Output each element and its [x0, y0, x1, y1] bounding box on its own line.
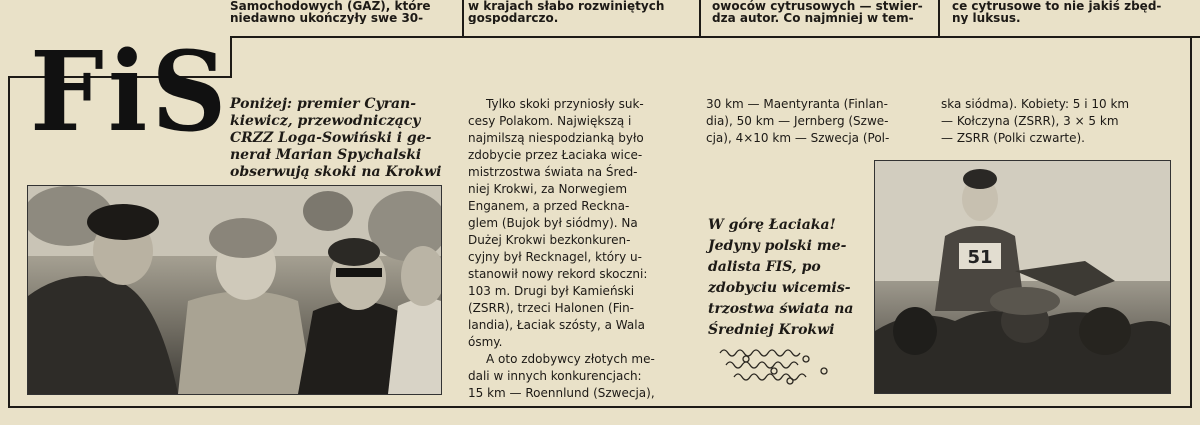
article-line: cyjny był Recknagel, który u- [468, 250, 642, 264]
strip-bottom-rule [230, 36, 1200, 38]
article-line: glem (Bujok był siódmy). Na [468, 216, 638, 230]
frame-right-rule [1190, 36, 1192, 408]
strip-column-2 [468, 0, 688, 24]
article-line: (ZSRR), trzeci Halonen (Fin- [468, 301, 635, 315]
column-divider [699, 0, 701, 36]
article-line: cesy Polakom. Największą i [468, 114, 632, 128]
caption-line: kiewicz, przewodniczący [230, 113, 421, 129]
article-line: dali w innych konkurencjach: [468, 369, 642, 383]
article-line: mistrzostwa świata na Śred- [468, 165, 638, 179]
caption-line: nerał Marian Spychalski [230, 147, 422, 163]
strip-line: w krajach słabo rozwiniętych [468, 0, 665, 13]
photo-skier-illustration [875, 161, 1170, 393]
bib-number: 51 [967, 247, 993, 268]
article-line: A oto zdobywcy złotych me- [486, 352, 655, 366]
article-line: landia), Łaciak szósty, a Wala [468, 318, 645, 332]
strip-line: gospodarczo. [468, 11, 559, 24]
caption-line: W górę Łaciaka! [708, 217, 836, 233]
article-title: FiS [30, 26, 231, 157]
article-line: 103 m. Drugi był Kamieński [468, 284, 635, 298]
article-line: — ZSRR (Polki czwarte). [941, 131, 1085, 145]
article-line: cja), 4×10 km — Szwecja (Pol- [706, 131, 890, 145]
frame-bottom-rule [8, 406, 1192, 408]
article-line: stanowił nowy rekord skoczni: [468, 267, 648, 281]
caption-line: Średniej Krokwi [708, 322, 835, 338]
photo-officials [27, 185, 442, 395]
strip-line: ce cytrusowe to nie jakiś zbęd- [952, 0, 1162, 13]
article-line: ska siódma). Kobiety: 5 i 10 km [941, 97, 1130, 111]
article-line: zdobycie przez Łaciaka wice- [468, 148, 643, 162]
article-column-1 [468, 96, 655, 402]
column-divider [938, 0, 940, 38]
article-line: 15 km — Roennlund (Szwecja), [468, 386, 655, 400]
article-line: — Kołczyna (ZSRR), 3 × 5 km [941, 114, 1119, 128]
strip-line: dza autor. Co najmniej w tem- [712, 11, 914, 24]
previous-article-strip [230, 0, 1200, 36]
caption-line: CRZZ Loga-Sowiński i ge- [230, 130, 432, 146]
strip-line: niedawno ukończyły swe 30- [230, 11, 424, 24]
strip-line: owoców cytrusowych — stwier- [712, 0, 923, 13]
photo-caption-right [708, 215, 853, 341]
strip-line: ny luksus. [952, 11, 1021, 24]
article-column-2 [706, 96, 889, 147]
caption-line: dalista FIS, po [708, 259, 821, 275]
caption-line: Poniżej: premier Cyran- [230, 96, 417, 112]
article-line: niej Krokwi, za Norwegiem [468, 182, 628, 196]
strip-column-4 [952, 0, 1182, 24]
caption-line: trzostwa świata na [708, 301, 854, 317]
article-line: dia), 50 km — Jernberg (Szwe- [706, 114, 889, 128]
caption-line: zdobyciu wicemis- [708, 280, 851, 296]
strip-line: Samochodowych (GAZ), które [230, 0, 431, 13]
frame-left-rule [8, 76, 10, 408]
caption-line: Jedyny polski me- [708, 238, 847, 254]
photo-skier-celebration [874, 160, 1171, 394]
photo-officials-illustration [28, 186, 441, 394]
photo-caption-left [230, 96, 441, 181]
article-line: 30 km — Maentyranta (Finlan- [706, 97, 888, 111]
squiggle-icon [716, 345, 840, 387]
article-line: Dużej Krokwi bezkonkuren- [468, 233, 631, 247]
article-line: Enganem, a przed Reckna- [468, 199, 630, 213]
caption-line: obserwują skoki na Krokwi [230, 164, 442, 180]
article-line: Tylko skoki przyniosły suk- [486, 97, 644, 111]
article-line: najmilszą niespodzianką było [468, 131, 644, 145]
strip-column-1 [230, 0, 450, 24]
strip-column-3 [712, 0, 932, 24]
decorative-sketch [716, 345, 840, 387]
article-column-3 [941, 96, 1129, 147]
column-divider [462, 0, 464, 36]
article-line: ósmy. [468, 335, 503, 349]
